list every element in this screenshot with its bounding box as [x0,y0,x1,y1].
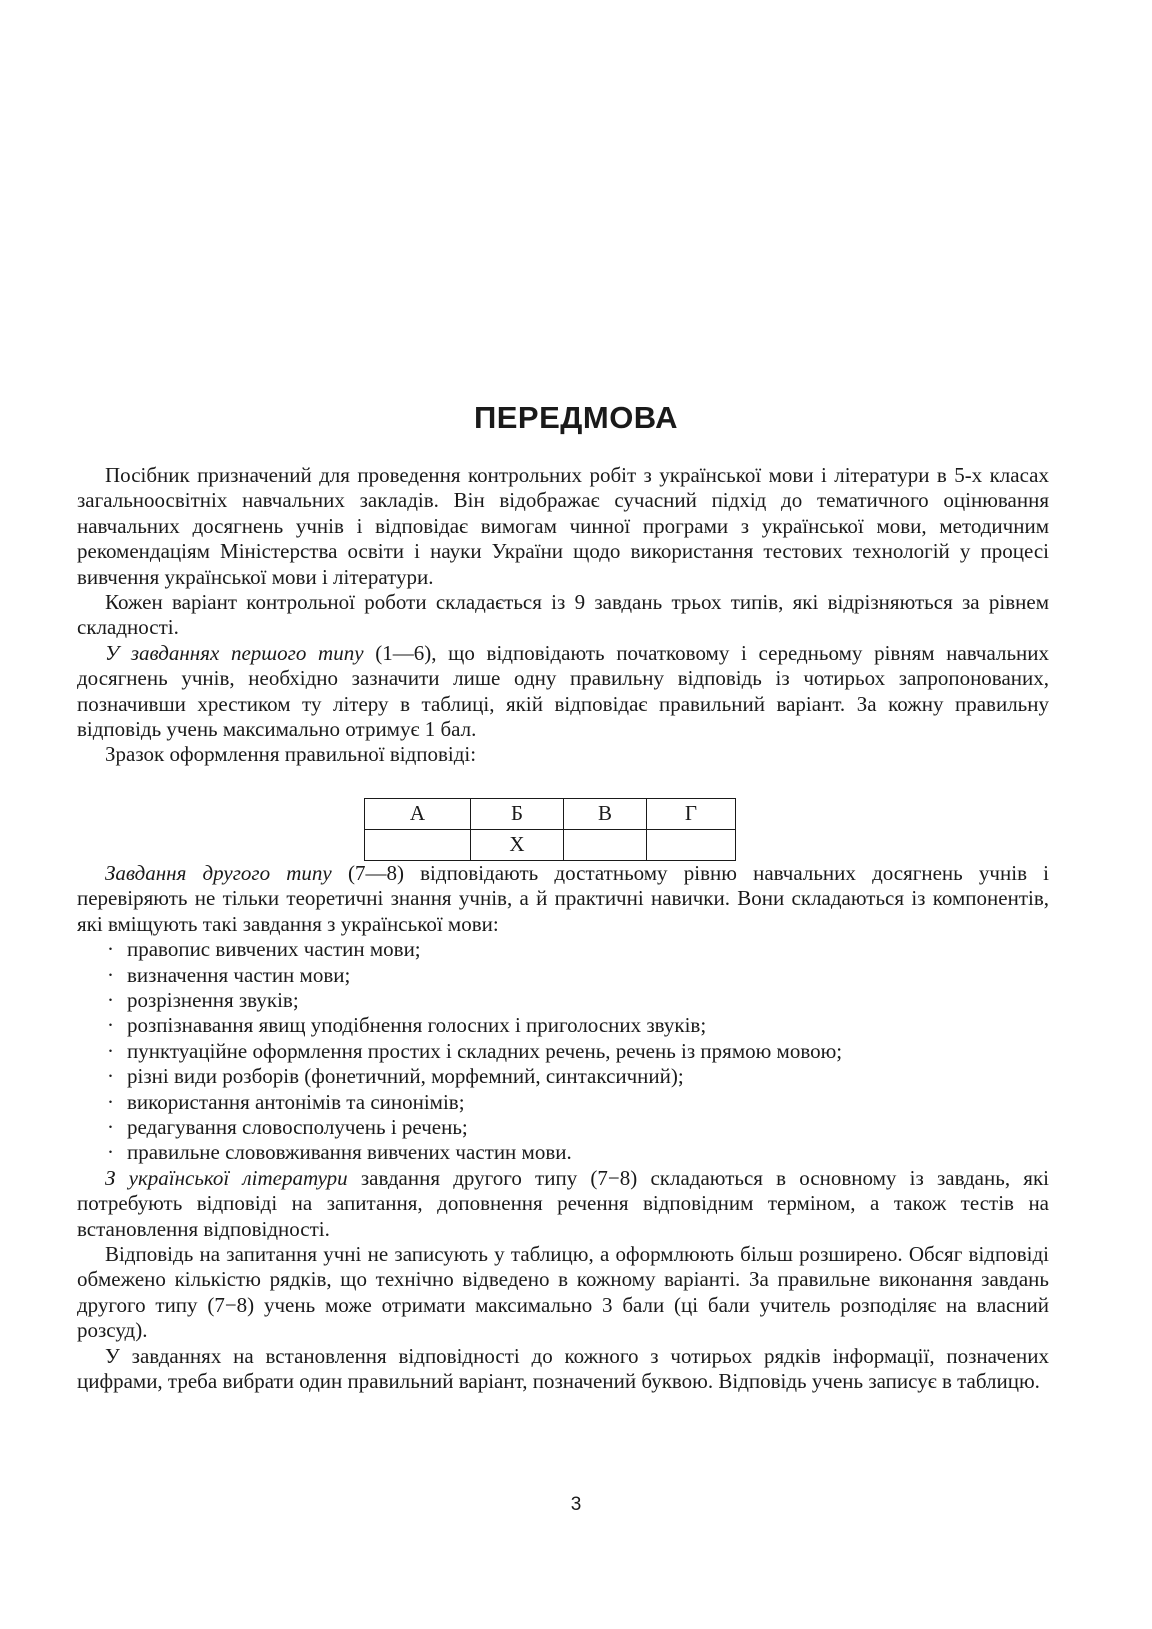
page-title: ПЕРЕДМОВА [473,400,679,435]
paragraph-literature [77,1166,1049,1242]
answer-sample-table [364,798,736,861]
bullet-marker: · [107,1013,114,1038]
list-item [107,963,1049,988]
list-item-text: редагування словосполучень і речень; [127,1114,468,1139]
paragraph-first-type-lead: У завданнях першого типу [105,640,364,665]
paragraph-answer-format: Відповідь на запитання учні не записують у таблицю, а оформлюють більш розширено. Обсяг відповіді обмежено кількістю рядків, що технічно відведено в кожному варіанті. За правильне виконання завдань другого типу (7−8) учень може отримати максимально 3 бали (ці бали учитель розподіляє на власний розсуд). [77,1241,1049,1343]
list-item-text: розпізнавання явищ уподібнення голосних і приголосних звуків; [127,1013,707,1038]
table-header-cell: В [564,798,647,829]
list-item [107,1064,1049,1089]
list-item-text: пунктуаційне оформлення простих і складних речень, речень із прямою мовою; [127,1038,843,1063]
paragraph-literature-text: завдання другого типу (7−8) складаються в основному із завдань, які потребують відповіді на запитання, доповнення речення відповідним терміном, а також тестів на встановлення відповідності. [77,1165,1049,1241]
bullet-marker: · [107,1089,114,1114]
table-mark-cell: Х [471,829,564,860]
paragraph-sample-caption: Зразок оформлення правильної відповіді: [105,742,477,767]
preface-body [77,463,1049,1394]
table-header-cell: Б [471,798,564,829]
paragraph-matching-tasks: У завданнях на встановлення відповідності до кожного з чотирьох рядків інформації, позначених цифрами, треба вибрати один правильний варіант, позначений буквою. Відповідь учень записує в таблицю. [77,1343,1049,1393]
list-item-text: правопис вивчених частин мови; [127,937,421,962]
list-item-text: різні види розборів (фонетичний, морфемний, синтаксичний); [127,1064,684,1089]
table-mark-cell [564,829,647,860]
paragraph-structure: Кожен варіант контрольної роботи складається із 9 завдань трьох типів, які відрізняються за рівнем складності. [77,590,1049,640]
list-item [107,1115,1049,1140]
page-number: 3 [570,1494,582,1515]
table-header-cell: Г [647,798,736,829]
list-item [107,937,1049,962]
list-item [107,1090,1049,1115]
paragraph-second-type [77,861,1049,937]
task-components-list [77,937,1049,1166]
bullet-marker: · [107,962,114,987]
paragraph-first-type [77,641,1049,743]
bullet-marker: · [107,987,114,1012]
list-item-text: визначення частин мови; [127,962,351,987]
table-mark-row [365,829,736,860]
paragraph-second-type-text: (7—8) відповідають достатньому рівню навчальних досягнень учнів і перевіряють не тільки теоретичні знання учнів, а й практичні навички. Вони складаються із компонентів, які вміщують такі завдання з української мови: [77,860,1050,936]
paragraph-first-type-text: (1—6), що відповідають початковому і середньому рівням навчальних досягнень учнів, необхідно зазначити лише одну правильну відповідь із чотирьох запропонованих, позначивши хрестиком ту літеру в таблиці, якій відповідає правильний варіант. За кожну правильну відповідь учень максимально отримує 1 бал. [77,640,1049,742]
paragraph-intro: Посібник призначений для проведення контрольних робіт з української мови і літератури в 5-х класах загальноосвітніх навчальних закладів. Він відображає сучасний підхід до тематичного оцінювання навчальних досягнень учнів і відповідає вимогам чинної програми з української мови, методичним рекомендаціям Міністерства освіти і науки України щодо використання тестових технологій у процесі вивчення української мови і літератури. [77,463,1049,589]
list-item [107,1039,1049,1064]
bullet-marker: · [107,1038,114,1063]
list-item-text: використання антонімів та синонімів; [127,1089,465,1114]
bullet-marker: · [107,1114,114,1139]
paragraph-literature-lead: З української літератури [105,1165,348,1190]
list-item-text: розрізнення звуків; [127,987,299,1012]
bullet-marker: · [107,1140,114,1165]
bullet-marker: · [107,937,114,962]
bullet-marker: · [107,1064,114,1089]
table-header-cell: А [365,798,471,829]
table-mark-cell [365,829,471,860]
table-header-row [365,798,736,829]
paragraph-second-type-lead: Завдання другого типу [105,860,332,885]
table-mark-cell [647,829,736,860]
list-item-text: правильне слововживання вивчених частин мови. [127,1140,572,1165]
list-item [107,1013,1049,1038]
list-item [107,1140,1049,1165]
list-item [107,988,1049,1013]
